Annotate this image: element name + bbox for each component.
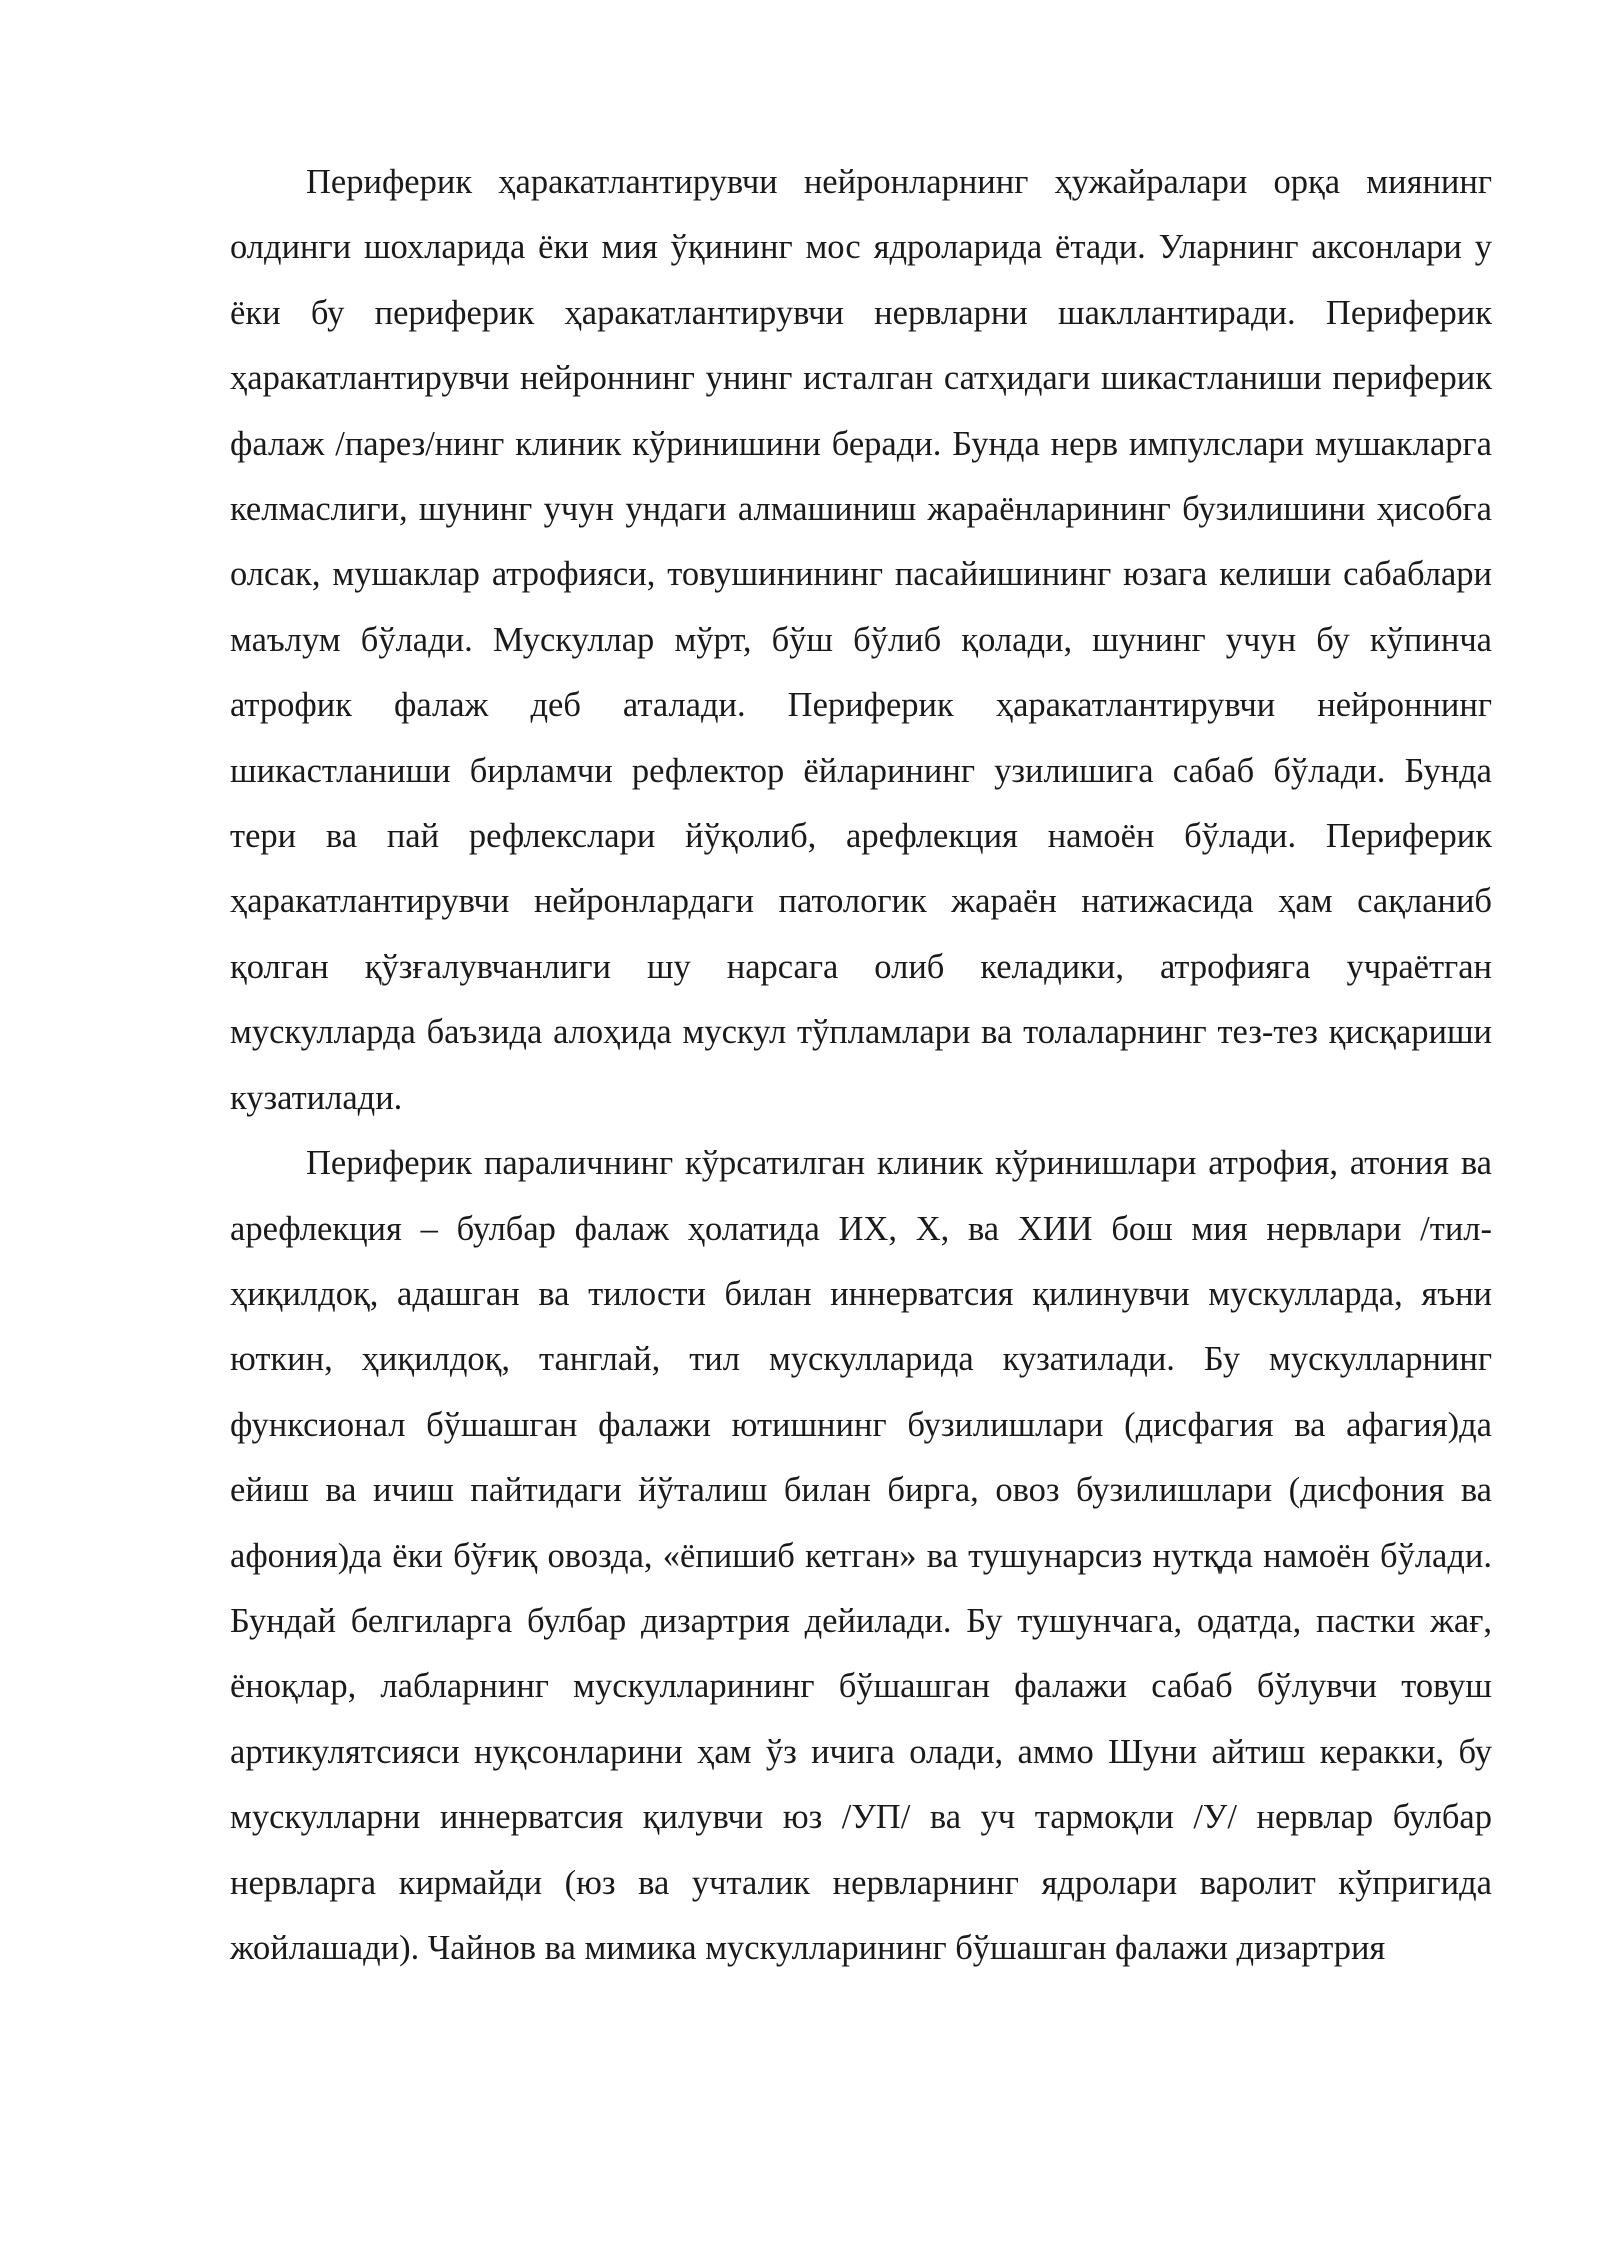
paragraph-peripheral-neurons: Периферик ҳаракатлантирувчи нейронларнинг ҳужайралари орқа миянинг олдинги шохларида ёки мия ўқининг мос ядроларида ётади. Уларнинг аксонлари у ёки бу периферик ҳаракатлантирувчи нервларни шакллантиради. Периферик ҳаракатлантирувчи нейроннинг унинг исталган сатҳидаги шикастланиши периферик фалаж /парез/нинг клиник кўринишини беради. Бунда нерв импулслари мушакларга келмаслиги, шунинг учун ундаги алмашиниш жараёнларининг бузилишини ҳисобга олсак, мушаклар атрофияси, товушинининг пасайишининг юзага келиши сабаблари маълум бўлади. Мускуллар мўрт, бўш бўлиб қолади, шунинг учун бу кўпинча атрофик фалаж деб аталади. Периферик ҳаракатлантирувчи нейроннинг шикастланиши бирламчи рефлектор ёйларининг узилишига сабаб бўлади. Бунда тери ва пай рефлекслари йўқолиб, арефлекция намоён бўлади. Периферик ҳаракатлантирувчи нейронлардаги патологик жараён натижасида ҳам сақланиб қолган қўзғалувчанлиги шу нарсага олиб келадики, атрофияга учраётган мускулларда баъзида алоҳида мускул тўпламлари ва толаларнинг тез-тез қисқариши кузатилади. [230,163,1492,1117]
body-text [230,150,1492,1981]
paragraph-bulbar-paralysis: Периферик параличнинг кўрсатилган клиник кўринишлари атрофия, атония ва арефлекция – булбар фалаж ҳолатида ИХ, Х, ва ХИИ бош мия нервлари /тил-ҳиқилдоқ, адашган ва тилости билан иннерватсия қилинувчи мускулларда, яъни юткин, ҳиқилдоқ, танглай, тил мускулларида кузатилади. Бу мускулларнинг функсионал бўшашган фалажи ютишнинг бузилишлари (дисфагия ва афагия)да ейиш ва ичиш пайтидаги йўталиш билан бирга, овоз бузилишлари (дисфония ва афония)да ёки бўғиқ овозда, «ёпишиб кетган» ва тушунарсиз нутқда намоён бўлади. Бундай белгиларга булбар дизартрия дейилади. Бу тушунчага, одатда, пастки жағ, ёноқлар, лабларнинг мускулларининг бўшашган фалажи сабаб бўлувчи товуш артикулятсияси нуқсонларини ҳам ўз ичига олади, аммо Шуни айтиш керакки, бу мускулларни иннерватсия қилувчи юз /УП/ ва уч тармоқли /У/ нервлар булбар нервларга кирмайди (юз ва учталик нервларнинг ядролари варолит кўпригида жойлашади). Чайнов ва мимика мускулларининг бўшашган фалажи дизартрия [230,1144,1492,1967]
